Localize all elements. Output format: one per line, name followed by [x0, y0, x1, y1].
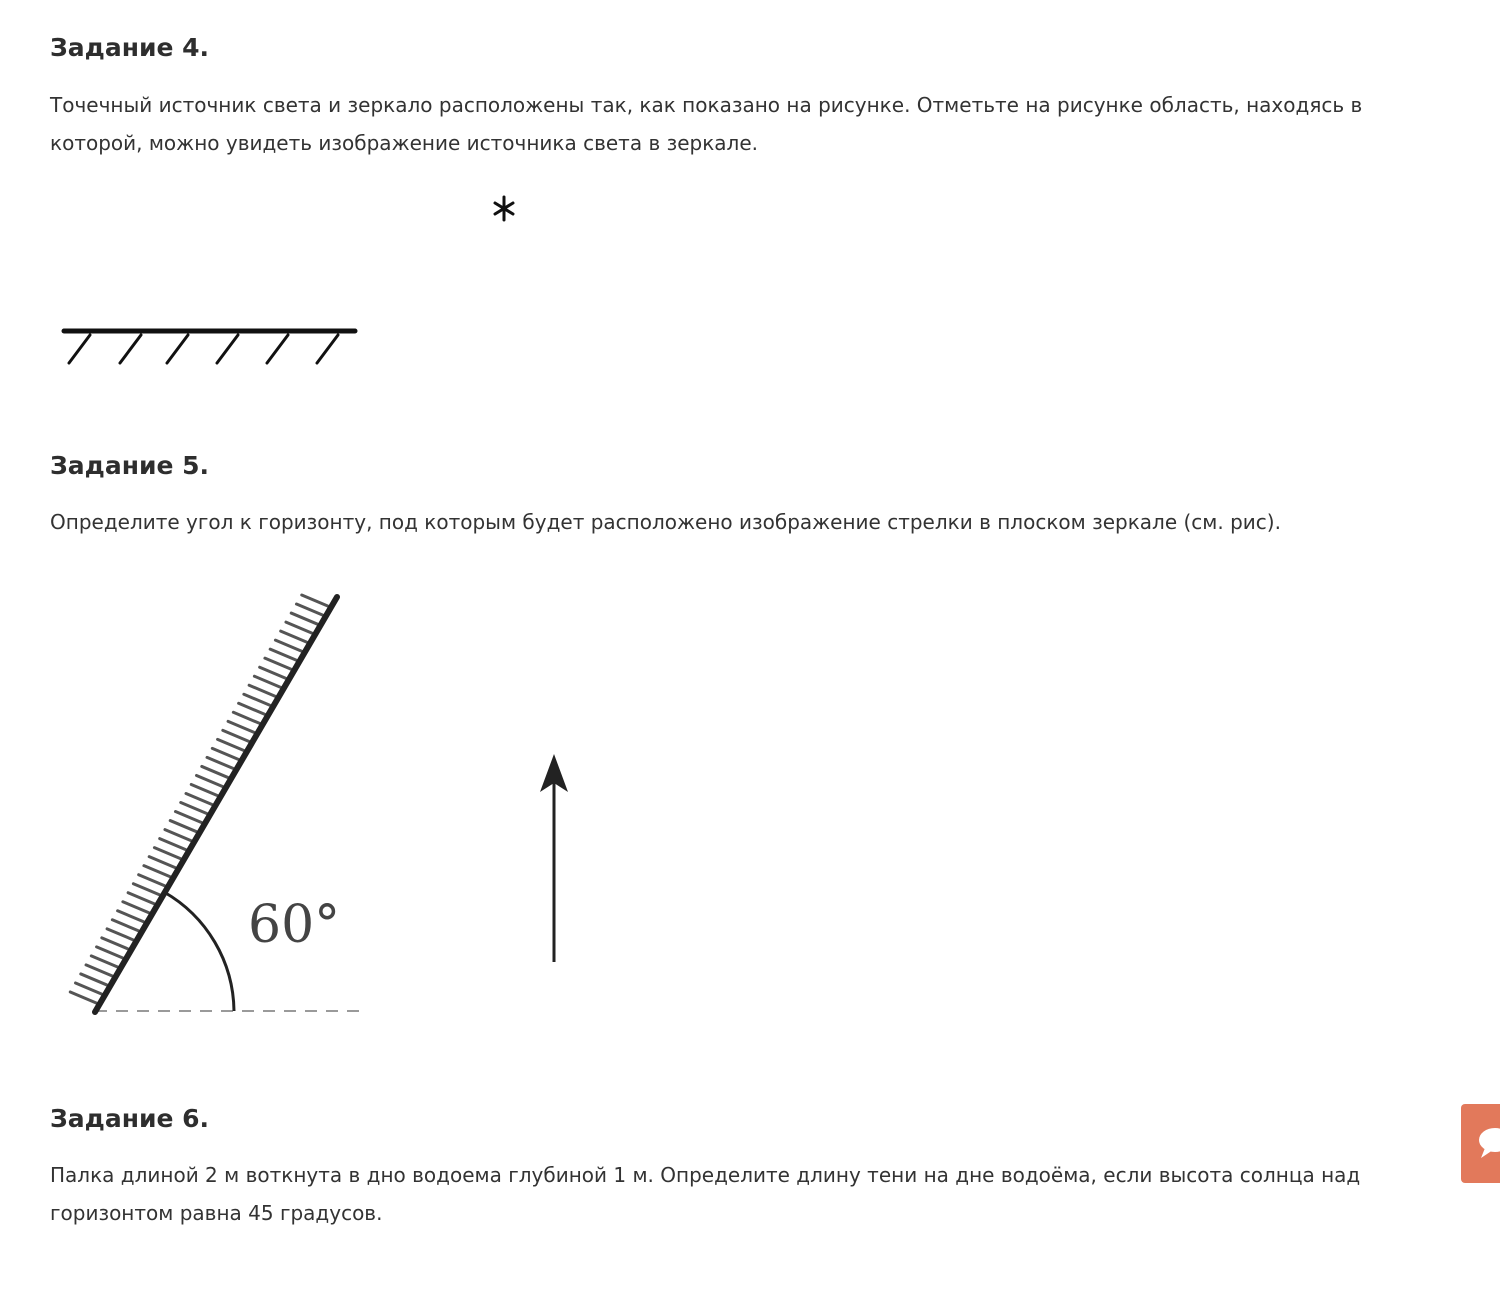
hatch-line	[76, 983, 102, 994]
hatch-line	[239, 703, 265, 714]
hatch-line	[86, 965, 112, 976]
hatch-line	[149, 857, 175, 868]
arrow-object	[540, 754, 568, 962]
hatch-line	[260, 667, 286, 678]
hatch-line	[81, 974, 107, 985]
hatch-line	[233, 712, 259, 723]
hatch-line	[254, 676, 280, 687]
hatch-line	[133, 884, 159, 895]
hatch-line	[160, 839, 186, 850]
angle-label: 60°	[248, 895, 341, 955]
hatch-line	[270, 649, 296, 660]
task-5-figure	[55, 570, 585, 1030]
hatch-line	[228, 721, 254, 732]
hatch-line	[286, 622, 312, 633]
hatch-line	[175, 812, 201, 823]
hatch-line	[165, 830, 191, 841]
hatch-line	[281, 631, 307, 642]
hatch-line	[186, 794, 212, 805]
task-6-text: Палка длиной 2 м воткнута в дно водоема глубиной 1 м. Определите длину тени на дне водоёма, если высота солнца над горизонтом равна 45 градусов.	[50, 1163, 1361, 1225]
task-4-figure	[50, 185, 380, 375]
hatch-line	[112, 920, 138, 931]
hatch-line	[265, 658, 291, 669]
chat-widget-button[interactable]	[1461, 1104, 1500, 1183]
hatch-line	[102, 938, 128, 949]
hatch-line	[223, 730, 249, 741]
hatch-line	[302, 595, 328, 606]
angle-arc	[164, 892, 234, 1011]
task-4-heading: Задание 4.	[50, 33, 210, 62]
hatch-line	[128, 893, 154, 904]
hatch-line	[97, 947, 123, 958]
hatch-line	[275, 640, 301, 651]
hatch-line	[91, 956, 117, 967]
hatch-line	[191, 784, 217, 795]
hatch-line	[249, 685, 275, 696]
hatch-line	[154, 848, 180, 859]
hatch-line	[107, 929, 133, 940]
task-6-heading: Задание 6.	[50, 1104, 210, 1133]
hatch-line	[70, 992, 96, 1003]
hatch-line	[197, 775, 223, 786]
hatch-line	[139, 875, 165, 886]
hatch-line	[144, 866, 170, 877]
hatch-line	[296, 604, 322, 615]
hatch-line	[170, 821, 196, 832]
task-4-text: Точечный источник света и зеркало расположены так, как показано на рисунке. Отметьте на рисунке область, находясь в которой, можно увидеть изображение источника света в зеркале.	[50, 93, 1363, 155]
task-5-heading: Задание 5.	[50, 451, 210, 480]
hatch-line	[118, 911, 144, 922]
hatch-line	[123, 902, 149, 913]
hatch-line	[218, 739, 244, 750]
asterisk-icon	[490, 194, 518, 224]
chat-bubble-icon	[1461, 1104, 1500, 1183]
hatch-line	[291, 613, 317, 624]
hatch-line	[212, 748, 238, 759]
hatch-line	[244, 694, 270, 705]
flat-mirror	[64, 331, 355, 363]
hatch-line	[181, 803, 207, 814]
hatch-line	[202, 766, 228, 777]
hatch-line	[207, 757, 233, 768]
task-5-text: Определите угол к горизонту, под которым будет расположено изображение стрелки в плоском зеркале (см. рис).	[50, 510, 1281, 534]
